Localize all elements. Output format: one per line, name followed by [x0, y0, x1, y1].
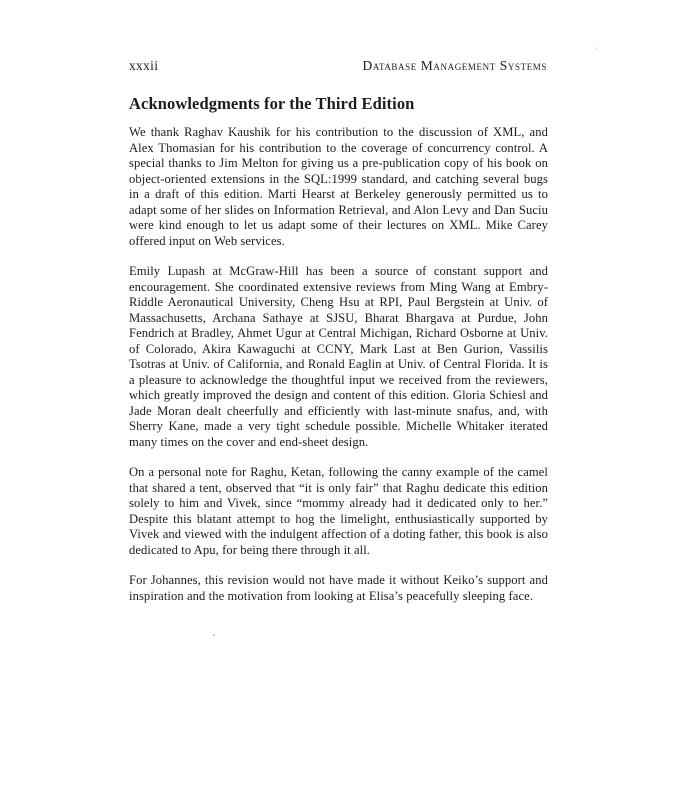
paragraph-thanks-contributors: We thank Raghav Kaushik for his contribution to the discussion of XML, and Alex Thomasian for his contribution to the coverage of concurrency control. A special thanks to Jim Melton for giving us a pre-publication copy of his book on object-oriented extensions in the SQL:1999 standard, and catching several bugs in a draft of this edition. Marti Hearst at Berkeley generously permitted us to adapt some of her slides on Information Retrieval, and Alon Levy and Dan Suciu were kind enough to let us adapt some of their lectures on XML. Mike Carey offered input on Web services. — [129, 125, 548, 248]
paragraph-personal-raghu: On a personal note for Raghu, Ketan, following the canny example of the camel that shared a tent, observed that “it is only fair” that Raghu dedicate this edition solely to him and Vivek, since “mommy already had it dedicated only to her.” Despite this blatant attempt to hog the limelight, enthusiastically supported by Vivek and viewed with the indulgent affection of a doting father, this book is also dedicated to Apu, for being there through it all. — [129, 465, 548, 557]
scan-speck — [596, 47, 597, 50]
section-body — [129, 125, 548, 619]
paragraph-personal-johannes: For Johannes, this revision would not have made it without Keiko’s support and inspiration and the motivation from looking at Elisa’s peacefully sleeping face. — [129, 573, 548, 603]
section-title: Acknowledgments for the Third Edition — [129, 94, 415, 113]
running-title: Database Management Systems — [362, 58, 547, 73]
scan-speck — [213, 634, 215, 636]
page-header — [129, 58, 547, 78]
page-number: xxxii — [129, 58, 159, 73]
paragraph-publisher-reviewers: Emily Lupash at McGraw-Hill has been a source of constant support and encouragement. She coordinated extensive reviews from Ming Wang at Embry-Riddle Aeronautical University, Cheng Hsu at RPI, Paul Bergstein at Univ. of Massachusetts, Archana Sathaye at SJSU, Bharat Bhargava at Purdue, John Fendrich at Bradley, Ahmet Ugur at Central Michigan, Richard Osborne at Univ. of Colorado, Akira Kawaguchi at CCNY, Mark Last at Ben Gurion, Vassilis Tsotras at Univ. of California, and Ronald Eaglin at Univ. of Central Florida. It is a pleasure to acknowledge the thoughtful input we received from the reviewers, which greatly improved the design and content of this edition. Gloria Schiesl and Jade Moran dealt cheerfully and efficiently with last-minute snafus, and, with Sherry Kane, made a very tight schedule possible. Michelle Whitaker iterated many times on the cover and end-sheet design. — [129, 263, 548, 449]
